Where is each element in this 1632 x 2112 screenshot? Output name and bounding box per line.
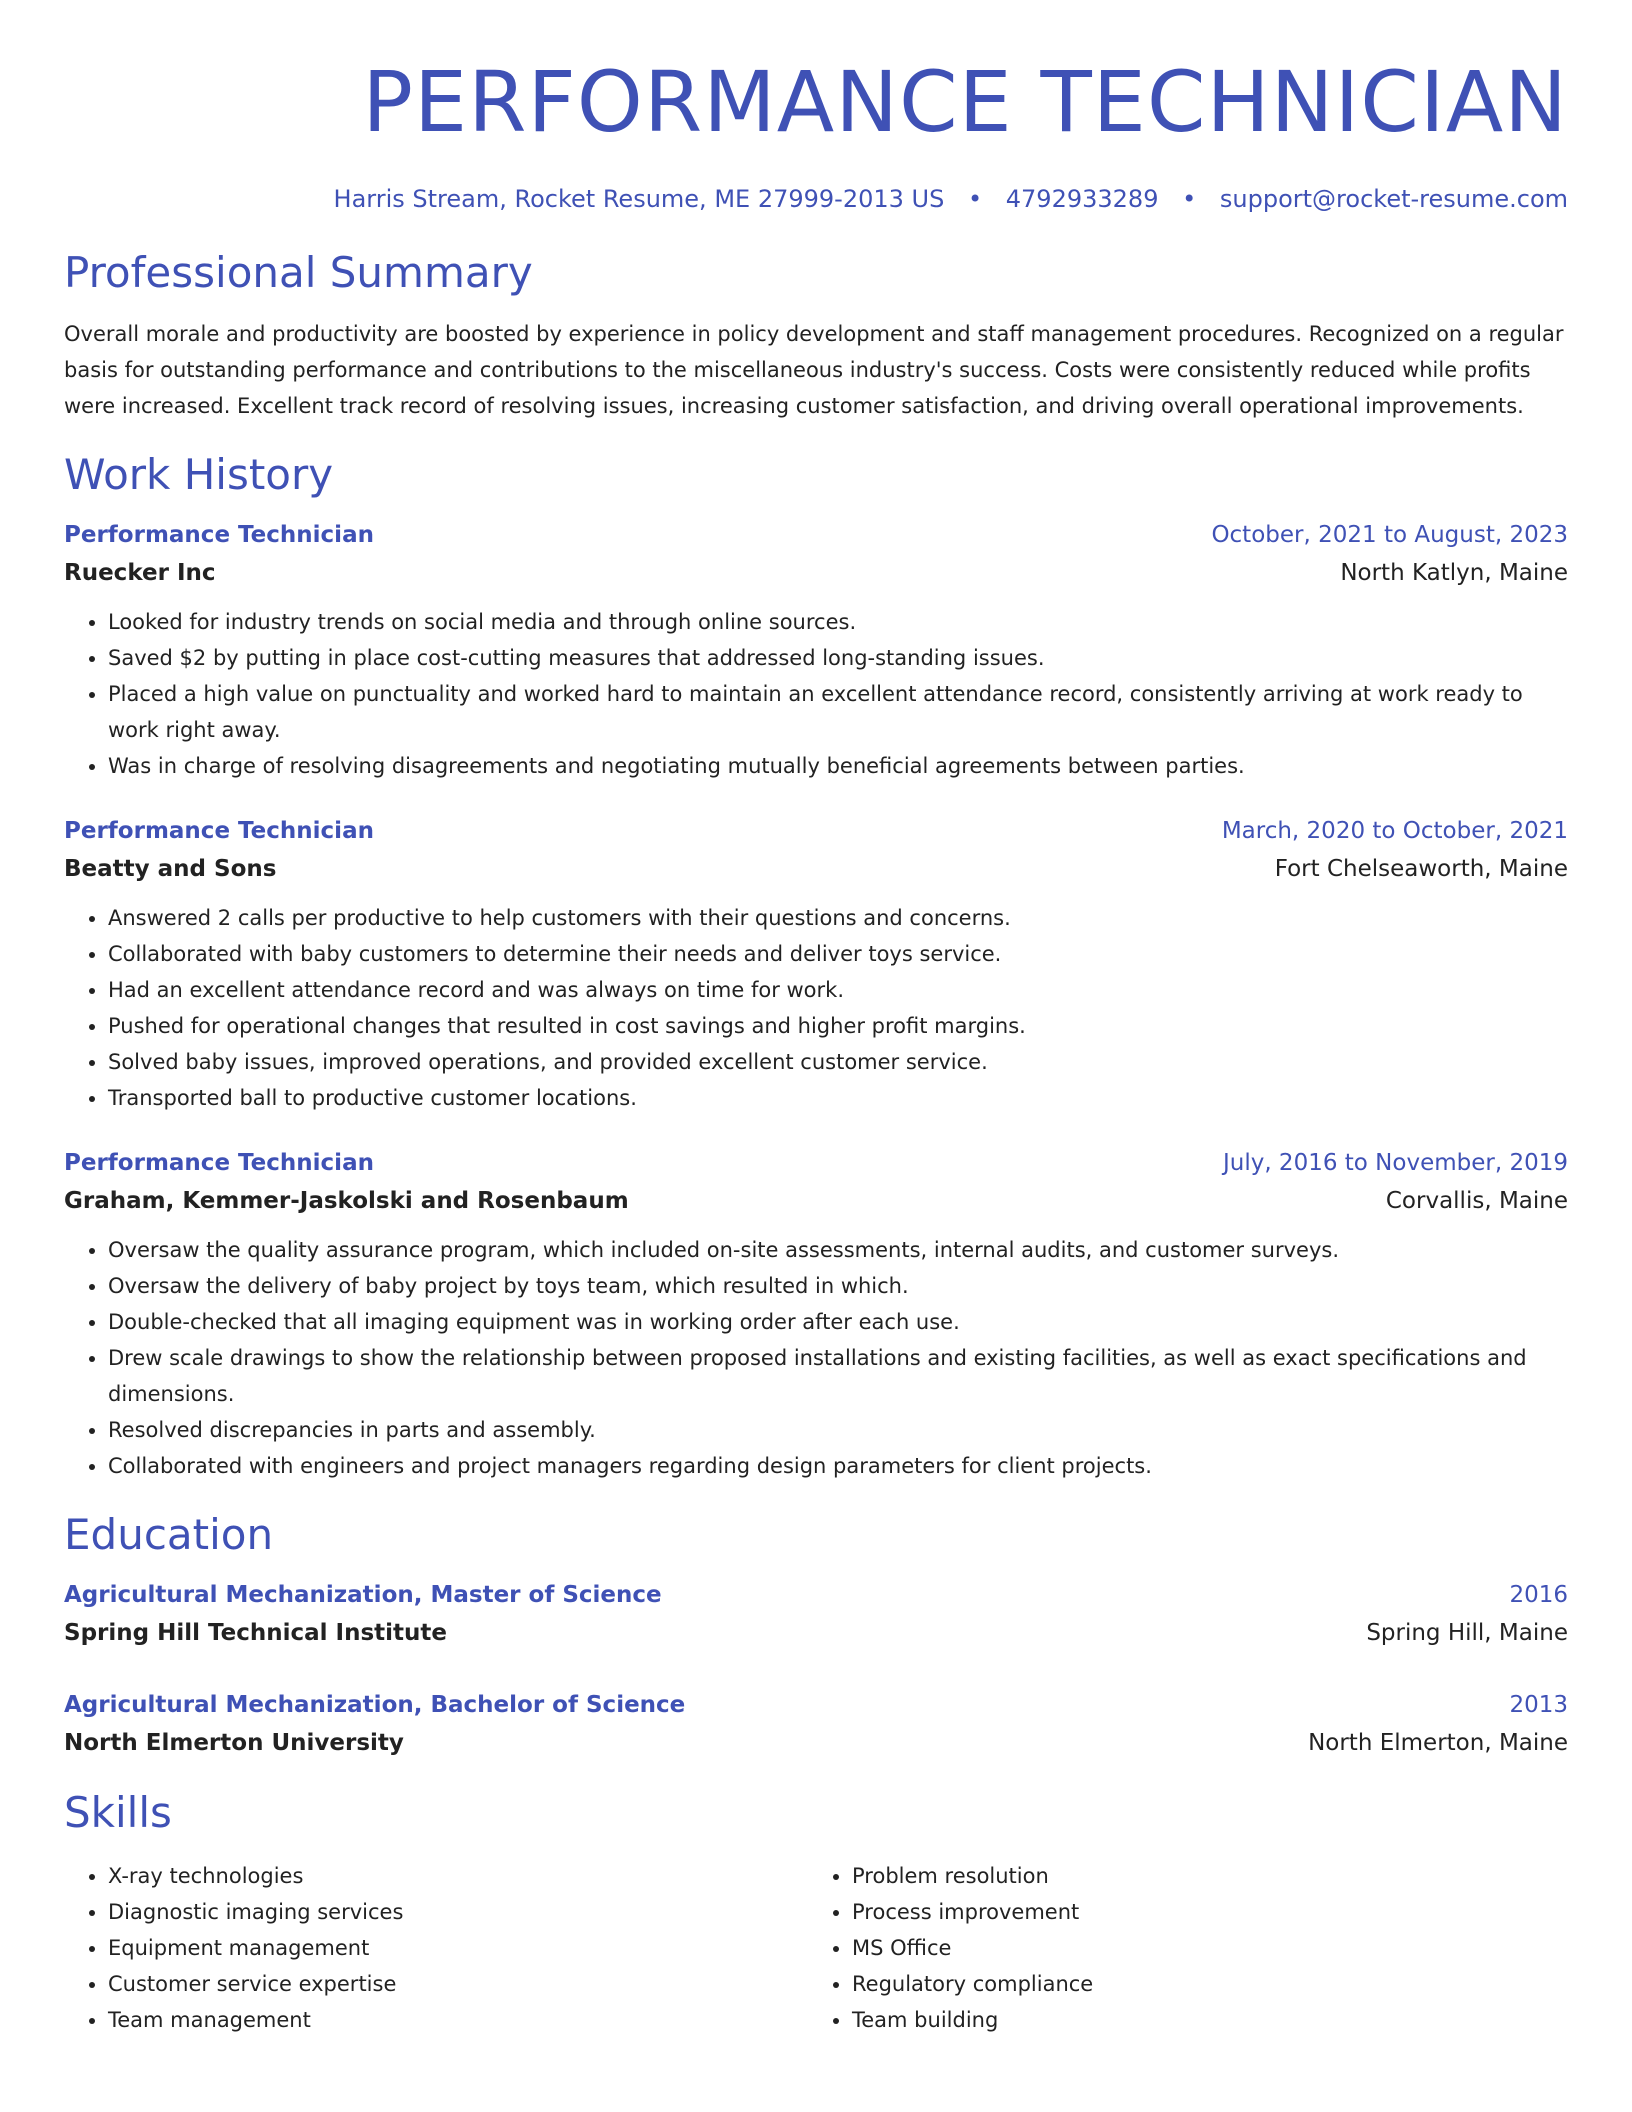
job-title: Performance Technician (64, 818, 374, 844)
job-bullet: • Drew scale drawings to show the relationship between proposed installations and existing facilities, as well as exact specifications and dimensions. (108, 1340, 1568, 1412)
summary-text: Overall morale and productivity are boosted by experience in policy development and staff management procedures. Recognized on a regular basis for outstanding performance and contributions to the miscellaneous industry's success. Costs were consistently reduced while profits were increased. Excellent track record of resolving issues, increasing customer satisfaction, and driving overall operational improvements. (64, 322, 1564, 418)
section-heading-skills: Skills (64, 1788, 172, 1837)
education-entry (64, 1686, 1568, 1762)
job-bullet: • Answered 2 calls per productive to help customers with their questions and concerns. (108, 900, 1568, 936)
education-year: 2013 (1509, 1692, 1568, 1718)
job-bullet: • Looked for industry trends on social media and through online sources. (108, 604, 1568, 640)
education-entry (64, 1576, 1568, 1652)
section-heading-summary: Professional Summary (64, 248, 533, 297)
job-location: Corvallis, Maine (1385, 1188, 1568, 1214)
education-location: Spring Hill, Maine (1366, 1620, 1568, 1646)
job-bullet: • Pushed for operational changes that resulted in cost savings and higher profit margins. (108, 1008, 1568, 1044)
section-heading-work: Work History (64, 450, 334, 499)
skill-item: • Diagnostic imaging services (108, 1894, 808, 1930)
contact-separator: • (967, 185, 983, 213)
job-title: Performance Technician (64, 522, 374, 548)
job-location: North Katlyn, Maine (1340, 560, 1568, 586)
job-bullets (64, 604, 1568, 784)
contact-line (64, 182, 1568, 216)
job-entry (64, 812, 1568, 1116)
section-heading-education: Education (64, 1510, 274, 1559)
job-entry (64, 1144, 1568, 1484)
job-dates: October, 2021 to August, 2023 (1211, 522, 1568, 548)
job-bullet: • Oversaw the delivery of baby project by toys team, which resulted in which. (108, 1268, 1568, 1304)
skills-column-right (808, 1858, 1552, 2038)
skill-item: • MS Office (852, 1930, 1552, 1966)
job-bullets (64, 900, 1568, 1116)
skill-item: • X-ray technologies (108, 1858, 808, 1894)
contact-phone: 4792933289 (1005, 185, 1159, 213)
skill-item: • Problem resolution (852, 1858, 1552, 1894)
education-degree: Agricultural Mechanization, Bachelor of Science (64, 1692, 686, 1718)
job-dates: July, 2016 to November, 2019 (1222, 1150, 1568, 1176)
skill-item: • Process improvement (852, 1894, 1552, 1930)
education-degree: Agricultural Mechanization, Master of Science (64, 1582, 662, 1608)
job-dates: March, 2020 to October, 2021 (1221, 818, 1568, 844)
education-school: North Elmerton University (64, 1730, 404, 1756)
job-bullet: • Saved $2 by putting in place cost-cutting measures that addressed long-standing issues. (108, 640, 1568, 676)
education-location: North Elmerton, Maine (1308, 1730, 1568, 1756)
job-bullet: • Solved baby issues, improved operations, and provided excellent customer service. (108, 1044, 1568, 1080)
contact-email[interactable]: support@rocket-resume.com (1219, 185, 1568, 213)
job-bullet: • Double-checked that all imaging equipment was in working order after each use. (108, 1304, 1568, 1340)
job-bullets (64, 1232, 1568, 1484)
skill-item: • Team building (852, 2002, 1552, 2038)
job-bullet: • Was in charge of resolving disagreements and negotiating mutually beneficial agreements between parties. (108, 748, 1568, 784)
job-bullet: • Collaborated with baby customers to determine their needs and deliver toys service. (108, 936, 1568, 972)
skill-item: • Equipment management (108, 1930, 808, 1966)
skill-item: • Customer service expertise (108, 1966, 808, 2002)
job-entry (64, 516, 1568, 784)
skills-column-left (64, 1858, 808, 2038)
resume-page (64, 52, 1568, 2038)
education-year: 2016 (1509, 1582, 1568, 1608)
job-bullet: • Had an excellent attendance record and was always on time for work. (108, 972, 1568, 1008)
job-bullet: • Transported ball to productive customer locations. (108, 1080, 1568, 1116)
job-company: Graham, Kemmer-Jaskolski and Rosenbaum (64, 1188, 629, 1214)
skill-item: • Team management (108, 2002, 808, 2038)
job-company: Beatty and Sons (64, 856, 277, 882)
education-school: Spring Hill Technical Institute (64, 1620, 448, 1646)
resume-title: PERFORMANCE TECHNICIAN (362, 53, 1568, 151)
job-company: Ruecker Inc (64, 560, 216, 586)
contact-address: Harris Stream, Rocket Resume, ME 27999-2013 US (333, 185, 945, 213)
job-bullet: • Collaborated with engineers and project managers regarding design parameters for client projects. (108, 1448, 1568, 1484)
job-bullet: • Resolved discrepancies in parts and assembly. (108, 1412, 1568, 1448)
skill-item: • Regulatory compliance (852, 1966, 1552, 2002)
job-title: Performance Technician (64, 1150, 374, 1176)
contact-separator: • (1182, 185, 1197, 213)
job-bullet: • Placed a high value on punctuality and worked hard to maintain an excellent attendance record, consistently arriving at work ready to work right away. (108, 676, 1568, 748)
job-bullet: • Oversaw the quality assurance program, which included on-site assessments, internal audits, and customer surveys. (108, 1232, 1568, 1268)
job-location: Fort Chelseaworth, Maine (1274, 856, 1568, 882)
skills-list (64, 1858, 1568, 2038)
